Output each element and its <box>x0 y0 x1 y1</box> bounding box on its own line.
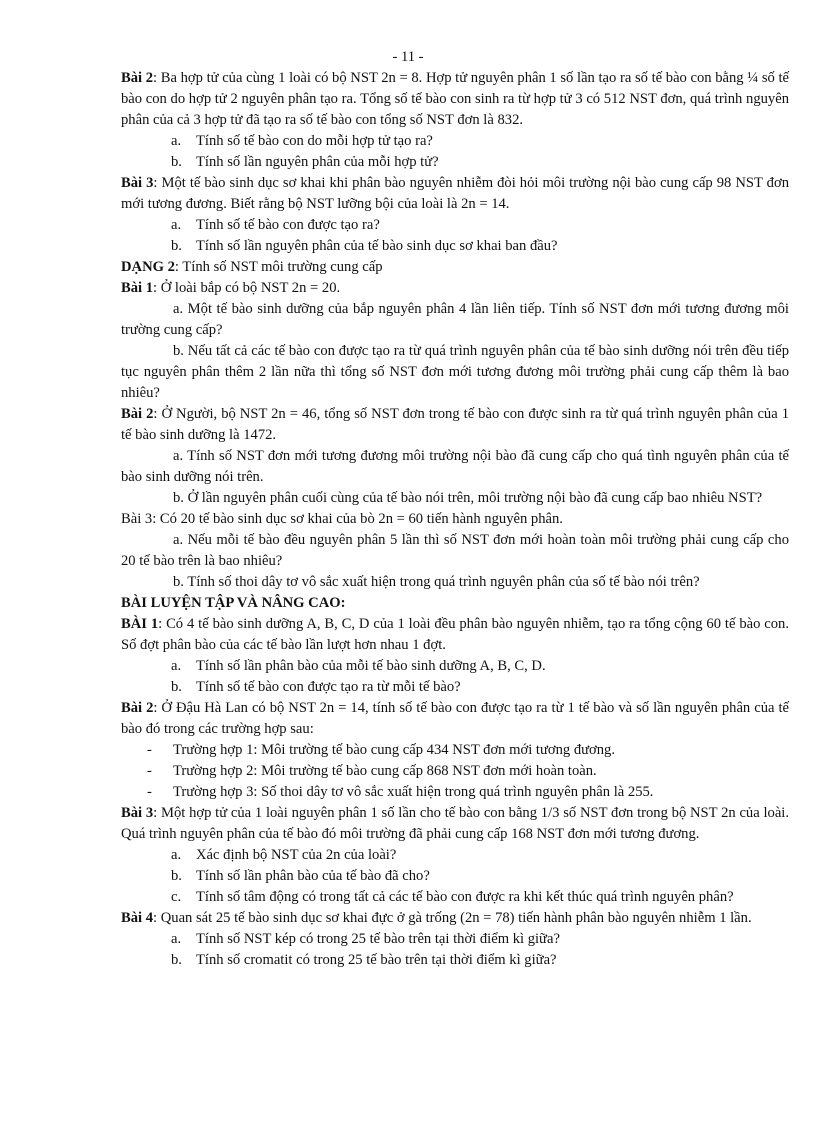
list-item: - Trường hợp 1: Môi trường tế bào cung cấp 434 NST đơn mới tương đương. <box>147 742 615 758</box>
exercise-label: BÀI 1 <box>121 616 159 632</box>
sub-question: b. Nếu tất cả các tế bào con được tạo ra từ quá trình nguyên phân của tế bào sinh dưỡng nói trên đều tiếp tục nguyên phân thêm 2 lần nữa thì tổng số NST đơn mới tương đương môi trường phải cung cấp thêm là bao nhiêu? <box>121 343 789 401</box>
section-heading: DẠNG 2: Tính số NST môi trường cung cấp <box>121 259 383 275</box>
exercise-label: Bài 2 <box>121 70 154 86</box>
exercise-paragraph: Bài 1: Ở loài bắp có bộ NST 2n = 20. <box>121 280 341 296</box>
list-item: a. Tính số tế bào con được tạo ra? <box>171 217 380 233</box>
sub-question: a. Nếu mỗi tế bào đều nguyên phân 5 lần thì số NST đơn mới hoàn toàn môi trường phải cung cấp cho 20 tế bào trên là bao nhiêu? <box>121 532 789 569</box>
exercise-paragraph: Bài 2: Ở Người, bộ NST 2n = 46, tổng số NST đơn trong tế bào con được sinh ra từ quá trình nguyên phân của 1 tế bào sinh dưỡng là 1472. <box>121 406 790 443</box>
list-item: b. Tính số lần phân bào của tế bào đã cho? <box>171 868 430 884</box>
sub-question: b. Ở lần nguyên phân cuối cùng của tế bào nói trên, môi trường nội bào đã cung cấp bao nhiêu NST? <box>173 490 763 506</box>
page-content <box>121 68 789 971</box>
list-item: b. Tính số tế bào con được tạo ra từ mỗi tế bào? <box>171 679 461 695</box>
sub-question: a. Tính số NST đơn mới tương đương môi trường nội bào đã cung cấp cho quá tình nguyên phân của tế bào sinh dưỡng nói trên. <box>121 448 789 485</box>
exercise-paragraph: Bài 2: Ba hợp tử của cùng 1 loài có bộ NST 2n = 8. Hợp tử nguyên phân 1 số lần tạo ra số tế bào con bằng ¼ số tế bào con do hợp tử 2 nguyên phân tạo ra. Tổng số tế bào con sinh ra từ hợp tử 3 có 512 NST đơn, quá trình nguyên phân của cả 3 hợp tử đã tạo ra số tế bào con tổng số NST đơn là 832. <box>121 70 790 128</box>
list-item: - Trường hợp 3: Số thoi dây tơ vô sắc xuất hiện trong quá trình nguyên phân là 255. <box>147 784 654 800</box>
exercise-paragraph: Bài 2: Ở Đậu Hà Lan có bộ NST 2n = 14, tính số tế bào con được tạo ra từ 1 tế bào và số lần nguyên phân của tế bào đó trong các trường hợp sau: <box>121 700 789 737</box>
section-heading: BÀI LUYỆN TẬP VÀ NÂNG CAO: <box>121 595 346 611</box>
list-item: a. Tính số NST kép có trong 25 tế bào trên tại thời điểm kì giữa? <box>171 931 560 947</box>
page-number: - 11 - <box>392 49 424 65</box>
list-item: a. Tính số lần phân bào của mỗi tế bào sinh dưỡng A, B, C, D. <box>171 658 546 674</box>
exercise-label: Bài 2 <box>121 406 154 422</box>
list-item: b. Tính số cromatit có trong 25 tế bào trên tại thời điểm kì giữa? <box>171 952 557 968</box>
list-item: a. Xác định bộ NST của 2n của loài? <box>171 847 397 863</box>
sub-question: b. Tính số thoi dây tơ vô sắc xuất hiện trong quá trình nguyên phân của số tế bào nói trên? <box>173 574 700 590</box>
exercise-label: Bài 3 <box>121 805 154 821</box>
exercise-label: Bài 4 <box>121 910 154 926</box>
sub-question: a. Một tế bào sinh dưỡng của bắp nguyên phân 4 lần liên tiếp. Tính số NST đơn mới tương đương môi trường cung cấp? <box>121 301 789 338</box>
exercise-label: Bài 2 <box>121 700 154 716</box>
exercise-paragraph: Bài 3: Một tế bào sinh dục sơ khai khi phân bào nguyên nhiễm đòi hỏi môi trường nội bào cung cấp 98 NST đơn mới tương đương. Biết rằng bộ NST lưỡng bội của loài là 2n = 14. <box>121 175 789 212</box>
exercise-paragraph: BÀI 1: Có 4 tế bào sinh dưỡng A, B, C, D của 1 loài đều phân bào nguyên nhiễm, tạo ra tổng cộng 60 tế bào con. Số đợt phân bào của các tế bào lần lượt hơn nhau 1 đợt. <box>121 616 789 653</box>
exercise-paragraph: Bài 3: Có 20 tế bào sinh dục sơ khai của bò 2n = 60 tiến hành nguyên phân. <box>121 511 563 527</box>
exercise-paragraph: Bài 4: Quan sát 25 tế bào sinh dục sơ khai đực ở gà trống (2n = 78) tiến hành phân bào nguyên nhiễm 1 lần. <box>121 910 752 926</box>
exercise-paragraph: Bài 3: Một hợp tử của 1 loài nguyên phân 1 số lần cho tế bào con bằng 1/3 số NST đơn trong bộ NST 2n của loài. Quá trình nguyên phân của tế bào đó môi trường đã phải cung cấp 168 NST đơn mới tương đương. <box>121 805 789 842</box>
list-item: b. Tính số lần nguyên phân của tế bào sinh dục sơ khai ban đầu? <box>171 238 558 254</box>
list-item: a. Tính số tế bào con do mỗi hợp tử tạo ra? <box>171 133 433 149</box>
list-item: b. Tính số lần nguyên phân của mỗi hợp tử? <box>171 154 439 170</box>
list-item: - Trường hợp 2: Môi trường tế bào cung cấp 868 NST đơn mới hoàn toàn. <box>147 763 597 779</box>
exercise-label: Bài 3 <box>121 175 154 191</box>
exercise-label: Bài 1 <box>121 280 154 296</box>
list-item: c. Tính số tâm động có trong tất cả các tế bào con được ra khi kết thúc quá trình nguyên phân? <box>171 889 734 905</box>
